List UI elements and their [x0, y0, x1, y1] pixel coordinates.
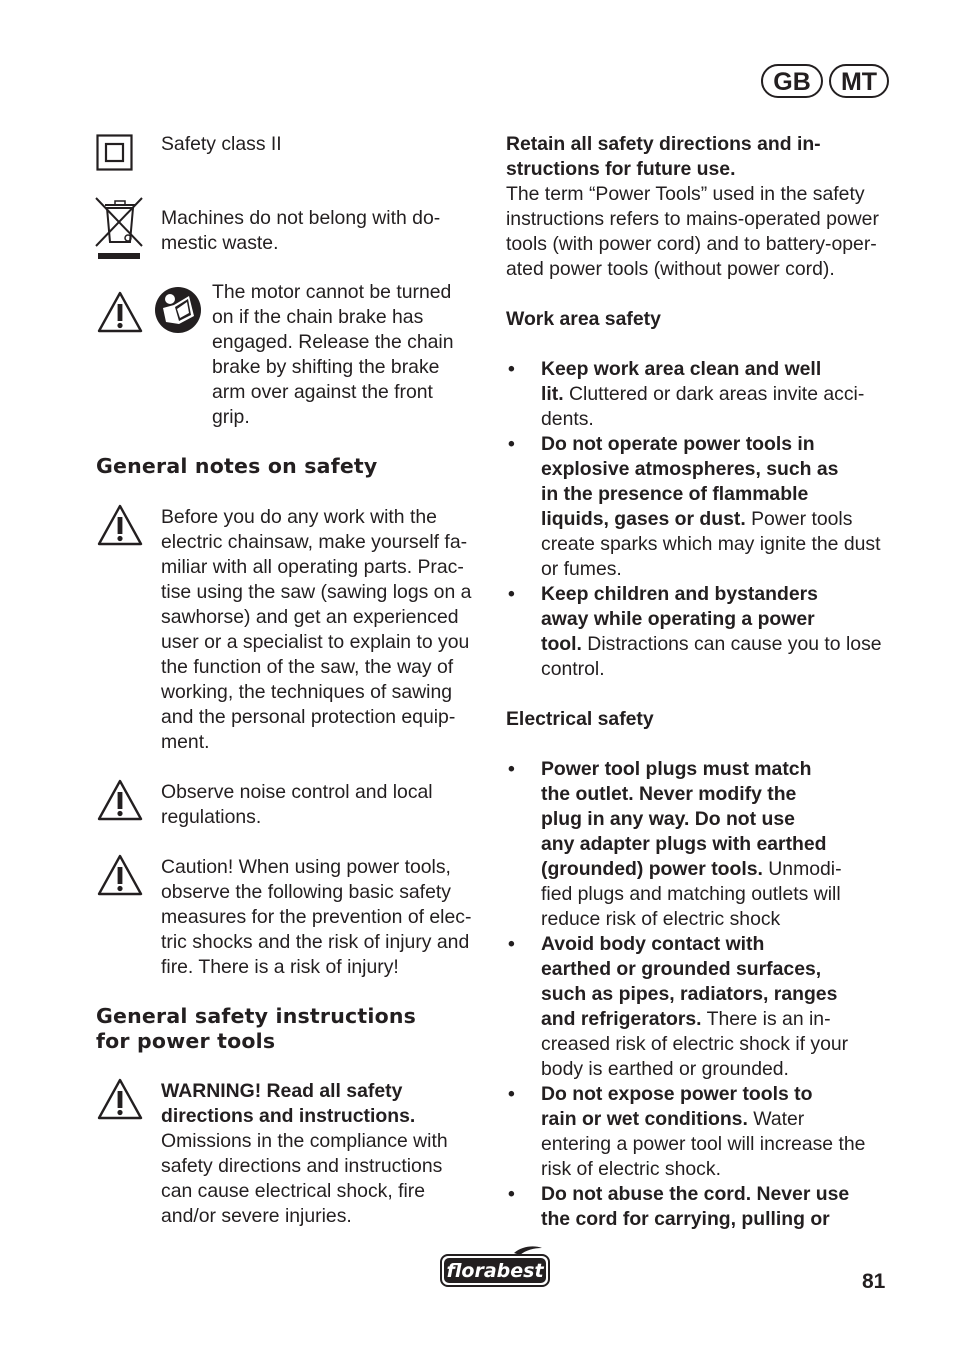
bullet-dot-icon: • [508, 1083, 515, 1105]
symbol-safety-class [96, 132, 486, 192]
warning-triangle-icon [96, 853, 144, 897]
list-item [506, 432, 896, 582]
item-text: Water entering a power tool will increase the risk of electric shock. [541, 1108, 866, 1180]
florabest-logo [438, 1244, 552, 1290]
warning-bold-4: WARNING! Read all safety directions and instructions. [161, 1080, 416, 1127]
item-text: Cluttered or dark areas invite acci- dents. [541, 383, 865, 430]
subheading-electrical: Electrical safety [506, 708, 654, 730]
item-bold: Do not expose power tools to rain or wet conditions. [541, 1083, 813, 1130]
warning-triangle-icon [96, 503, 144, 547]
safety-class-text: Safety class II [161, 133, 282, 155]
warning-text-2: Observe noise control and local regulations. [161, 781, 433, 828]
subheading-work-area: Work area safety [506, 308, 661, 330]
warning-text-3: Caution! When using power tools, observe the following basic safety measures for the prevention of elec- tric shocks and the risk of injury and fire. There is a risk of injury! [161, 856, 472, 978]
warning-triangle-icon [96, 1077, 144, 1121]
power-tools-term: The term “Power Tools” used in the safety instructions refers to mains-operated power tools (with power cord) and to battery-oper- ated power tools (without power cord). [506, 183, 879, 280]
logo-text: florabest [446, 1260, 544, 1282]
item-text: Power tools create sparks which may ignite the dust or fumes. [541, 508, 881, 580]
page-number: 81 [862, 1270, 886, 1293]
left-column [96, 132, 486, 1229]
item-bold: Keep work area clean and well lit. [541, 358, 822, 405]
section-heading-power-tools: General safety instructions for power tools [96, 1004, 417, 1053]
warning-block-3 [96, 855, 486, 980]
item-bold: Keep children and bystanders away while operating a power tool. [541, 583, 818, 655]
warning-block-4 [96, 1079, 486, 1229]
warning-block-1 [96, 505, 486, 755]
safety-class-ii-icon [96, 134, 136, 174]
item-text: Unmodi- fied plugs and matching outlets will reduce risk of electric shock [541, 858, 842, 930]
item-bold: Power tool plugs must match the outlet. Never modify the plug in any way. Do not use any adapter plugs with earthed (grounded) power tools. [541, 758, 827, 880]
waste-text: Machines do not belong with do- mestic waste. [161, 207, 441, 254]
work-area-list [506, 357, 896, 682]
retain-directions: Retain all safety directions and in- structions for future use. [506, 133, 821, 180]
list-item [506, 932, 896, 1082]
warning-block-2 [96, 780, 486, 830]
language-badge-mt: MT [829, 64, 889, 98]
item-text: Distractions can cause you to lose control. [541, 633, 882, 680]
item-bold: Avoid body contact with earthed or grounded surfaces, such as pipes, radiators, ranges and refrigerators. [541, 933, 838, 1030]
list-item [506, 757, 896, 932]
list-item [506, 357, 896, 432]
bullet-dot-icon: • [508, 358, 515, 380]
warning-text-1: Before you do any work with the electric chainsaw, make yourself fa- miliar with all operating parts. Prac- tise using the saw (sawing logs on a sawhorse) and get an experienced user or a specialist to explain to you the function of the saw, the way of working, the techniques of sawing and the personal protection equip- ment. [161, 506, 472, 753]
bullet-dot-icon: • [508, 583, 515, 605]
bullet-dot-icon: • [508, 758, 515, 780]
warning-triangle-icon [96, 778, 144, 822]
motor-text: The motor cannot be turned on if the chain brake has engaged. Release the chain brake by shifting the brake arm over against the front grip. [212, 281, 454, 428]
section-heading-general-notes: General notes on safety [96, 454, 378, 478]
list-item [506, 1182, 896, 1232]
symbol-waste [96, 206, 486, 281]
crossed-bin-icon [94, 196, 146, 262]
item-bold: Do not abuse the cord. Never use the cord for carrying, pulling or [541, 1183, 850, 1230]
warning-text-4: Omissions in the compliance with safety directions and instructions can cause electrical shock, fire and/or severe injuries. [161, 1130, 448, 1227]
list-item [506, 1082, 896, 1182]
read-manual-icon [154, 286, 202, 334]
warning-triangle-icon [96, 290, 144, 334]
electrical-list [506, 757, 896, 1232]
list-item [506, 582, 896, 682]
item-text: There is an in- creased risk of electric shock if your body is earthed or grounded. [541, 1008, 849, 1080]
item-bold: Do not operate power tools in explosive atmospheres, such as in the presence of flammable liquids, gases or dust. [541, 433, 839, 530]
bullet-dot-icon: • [508, 433, 515, 455]
symbol-motor [96, 280, 486, 430]
language-badge-gb: GB [761, 64, 823, 98]
right-column [506, 132, 896, 1232]
bullet-dot-icon: • [508, 1183, 515, 1205]
bullet-dot-icon: • [508, 933, 515, 955]
